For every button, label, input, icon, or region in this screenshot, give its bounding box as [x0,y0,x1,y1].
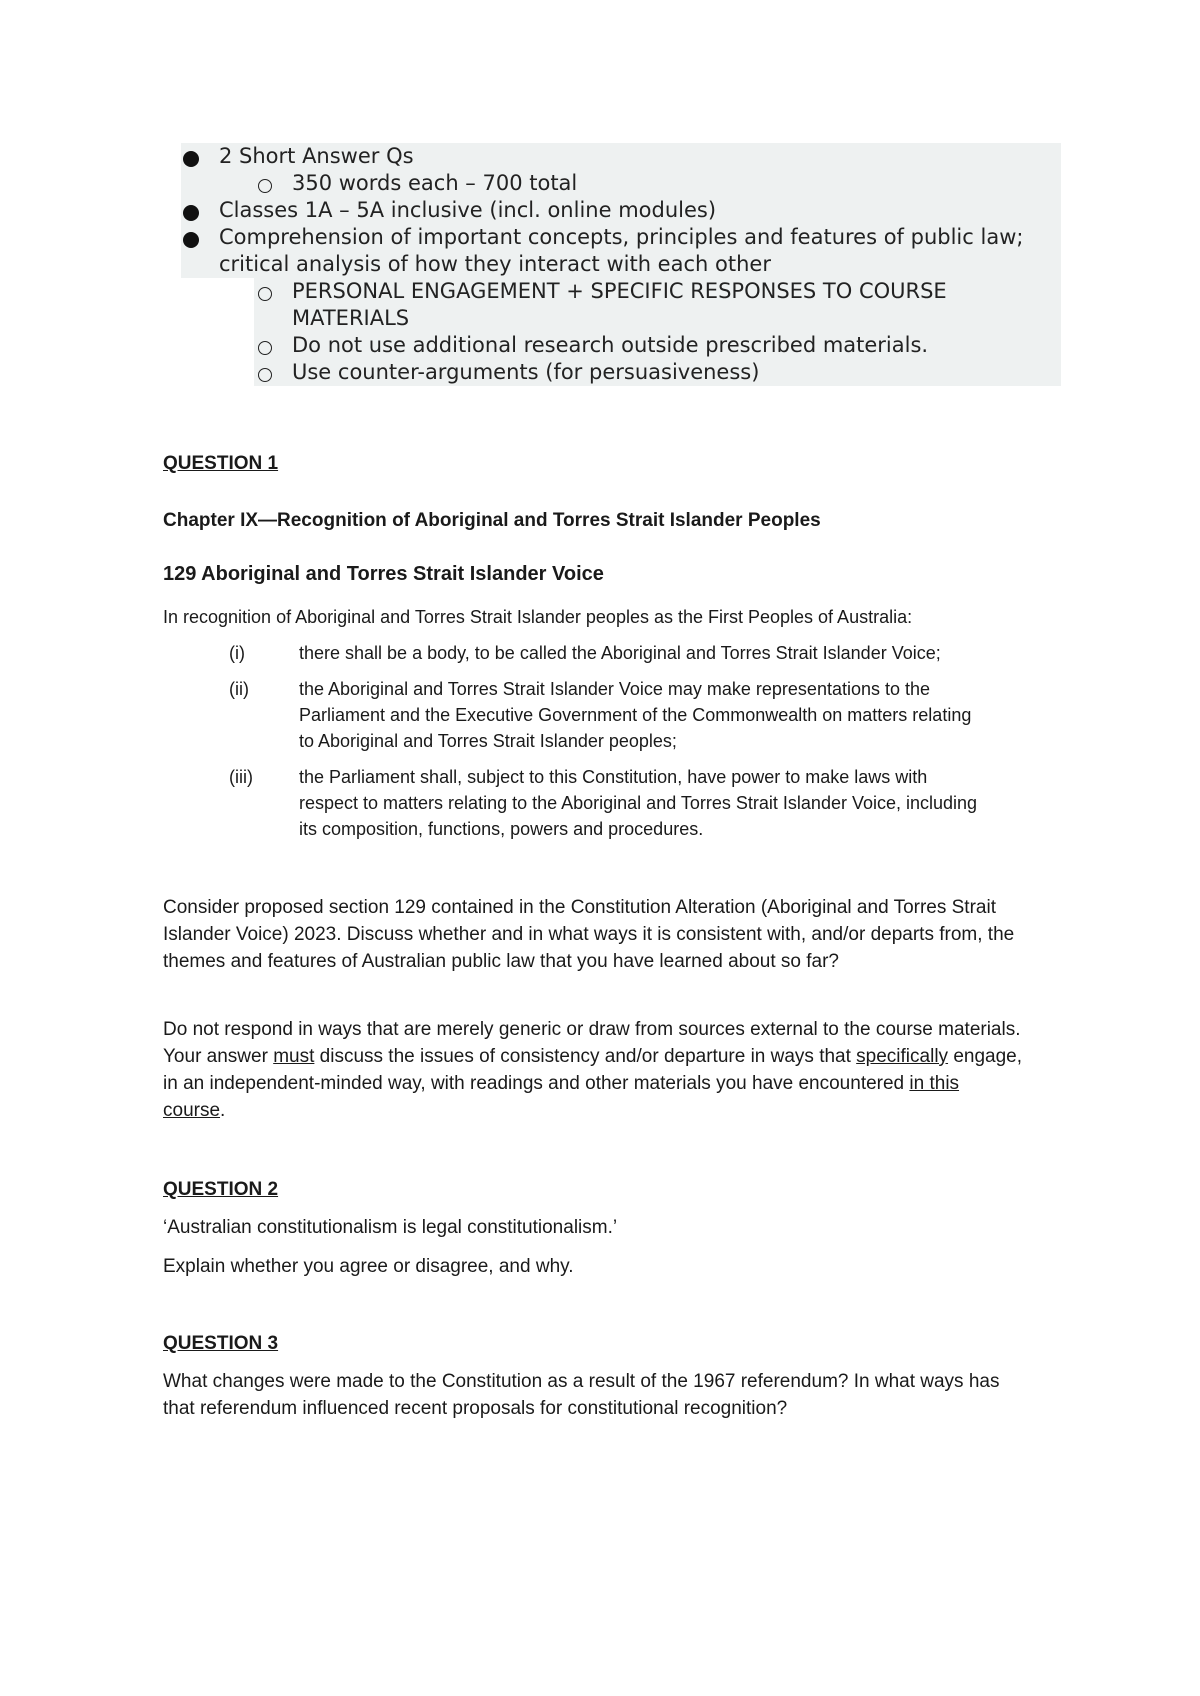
question-3-heading: QUESTION 3 [163,1333,279,1354]
summary-subitem-text: 350 words each – 700 total [292,171,578,195]
summary-subitem [254,359,1061,386]
hollow-bullet-icon [258,368,272,382]
summary-item [181,143,1061,170]
question-1-heading: QUESTION 1 [163,453,279,474]
clause-number: (i) [229,643,245,663]
instruction-text: discuss the issues of consistency and/or departure in ways that [314,1046,857,1067]
summary-item-text: 2 Short Answer Qs [219,144,414,168]
emphasis-specifically: specifically [856,1046,949,1067]
filled-bullet-icon [183,232,199,248]
hollow-bullet-icon [258,341,272,355]
clause-i [229,640,989,666]
instruction-text: . [220,1100,226,1121]
emphasis-must: must [273,1046,315,1067]
clause-text: the Parliament shall, subject to this Constitution, have power to make laws with respect to matters relating to the Aboriginal and Torres Strait Islander Voice, including its composition, functions, powers and procedures. [299,767,978,839]
summary-subitem [254,332,1061,359]
hollow-bullet-icon [258,287,272,301]
chapter-heading: Chapter IX—Recognition of Aboriginal and Torres Strait Islander Peoples [163,510,821,531]
summary-item [181,197,1061,224]
summary-item-text: Comprehension of important concepts, principles and features of public law; critical analysis of how they interact with each other [219,225,1024,276]
summary-subitem-text: Use counter-arguments (for persuasiveness) [292,360,760,384]
instruction-text: Do not respond in ways that are merely generic or draw from sources external to the course materials. Your answer [163,1019,1021,1067]
clause-number: (ii) [229,679,249,699]
question-2-quote: ‘Australian constitutionalism is legal constitutionalism.’ [163,1217,618,1238]
summary-subitem-text: Do not use additional research outside prescribed materials. [292,333,929,357]
clause-iii [229,764,989,842]
summary-bullet-list [181,143,1061,386]
question-1-prompt: Consider proposed section 129 contained in the Constitution Alteration (Aboriginal and Torres Strait Islander Voice) 2023. Discuss whether and in what ways it is consistent with, and/or departs from, the themes and features of Australian public law that you have learned about so far? [163,897,1015,972]
emphasis-in-this-course: in this course [163,1073,960,1121]
section-intro: In recognition of Aboriginal and Torres Strait Islander peoples as the First Peoples of Australia: [163,607,913,627]
question-2-heading: QUESTION 2 [163,1179,279,1200]
summary-subitem [181,170,1061,197]
summary-subitem-text: PERSONAL ENGAGEMENT + SPECIFIC RESPONSES TO COURSE MATERIALS [292,279,947,330]
question-1-instruction [163,1016,1023,1124]
clause-number: (iii) [229,767,253,787]
filled-bullet-icon [183,205,199,221]
hollow-bullet-icon [258,179,272,193]
clause-text: there shall be a body, to be called the Aboriginal and Torres Strait Islander Voice; [299,643,941,663]
summary-item [181,224,1061,278]
summary-subitem [254,278,1061,332]
clause-ii [229,676,989,754]
clause-text: the Aboriginal and Torres Strait Islander Voice may make representations to the Parliament and the Executive Government of the Commonwealth on matters relating to Aboriginal and Torres Strait Islander peoples; [299,679,972,751]
filled-bullet-icon [183,151,199,167]
section-129-title: 129 Aboriginal and Torres Strait Islander Voice [163,563,604,585]
summary-item-text: Classes 1A – 5A inclusive (incl. online modules) [219,198,717,222]
instruction-text: engage, in an independent-minded way, with readings and other materials you have encountered [163,1046,1023,1094]
question-2-prompt: Explain whether you agree or disagree, and why. [163,1256,574,1277]
question-3-prompt: What changes were made to the Constitution as a result of the 1967 referendum? In what ways has that referendum influenced recent proposals for constitutional recognition? [163,1371,1000,1419]
